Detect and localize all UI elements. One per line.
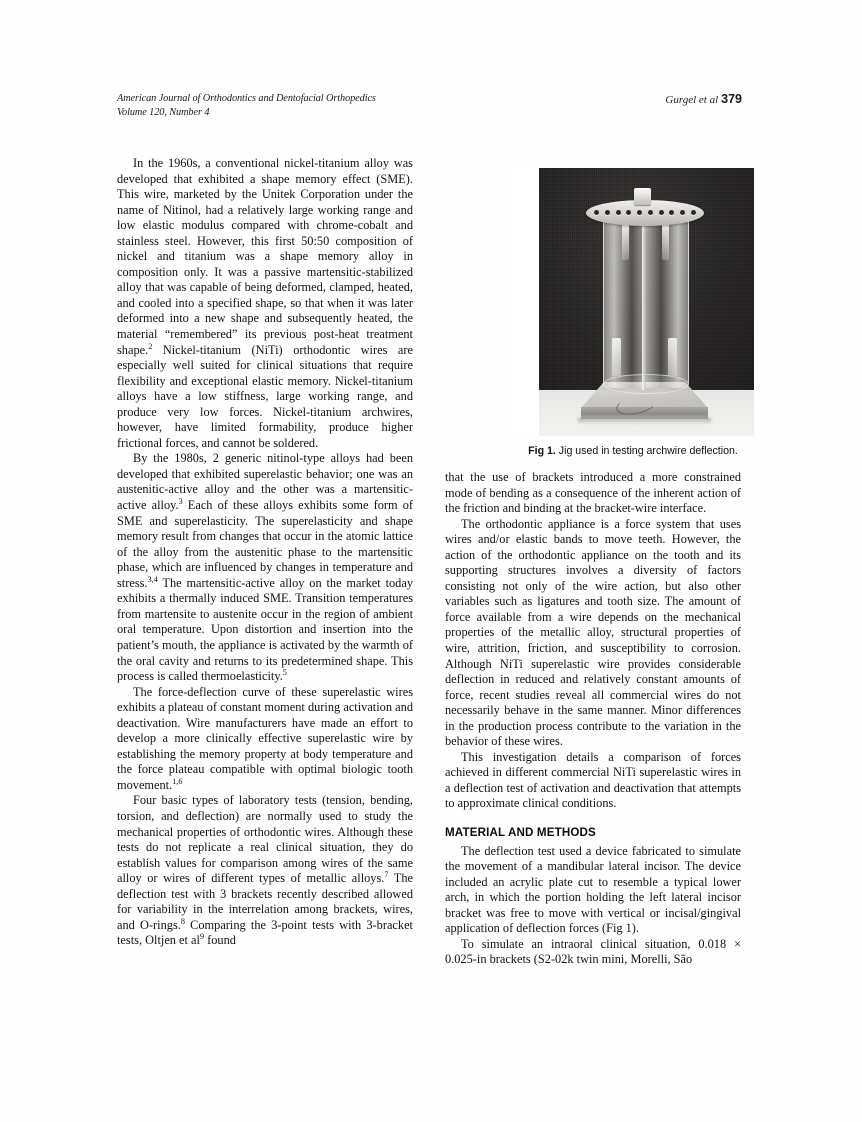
- flange-hole: [659, 210, 664, 215]
- paragraph-text-cont: Each of these alloys exhibits some form of SME and superelasticity. The superelasticity and shape memory result from changes that occur in the atomic lattice of the alloy from the austenitic phase to the martensitic phase, which are influenced by changes in temperature and stress.: [117, 498, 413, 590]
- flange-hole: [648, 210, 653, 215]
- paragraph-text: In the 1960s, a conventional nickel-titanium alloy was developed that exhibited a shape memory effect (SME). This wire, marketed by the Unitek Corporation under the name of Nitinol, had a relatively large working range and low elastic modulus compared with chrome-cobalt and stainless steel. However, this first 50:50 composition of nickel and titanium was a shape memory alloy in composition only. It was a passive martensitic-stabilized alloy that was capable of being deformed, clamped, heated, and cooled into a specified shape, so that when it was later deformed into a new shape and subsequently heated, the material “remembered” its previous post-heat treatment shape.: [117, 156, 413, 357]
- paragraph-bracket-bending: that the use of brackets introduced a more constrained mode of bending as a consequence of the inherent action of the friction and binding at the bracket-wire interface.: [445, 470, 741, 516]
- jig-top-knob: [634, 188, 651, 205]
- paragraph-intro-nitinol: [117, 156, 413, 451]
- citation-ref: 3,4: [147, 574, 158, 584]
- citation-ref: 8: [180, 916, 185, 926]
- figure-1-photograph: [512, 168, 754, 436]
- paragraph-text-cont2: The martensitic-active alloy on the market today exhibits a thermally induced SME. Transition temperatures from martensite to austenite occur in the region of ambient oral temperature. Upon distortion and insertion into the patient’s mouth, the appliance is activated by the warmth of the oral cavity and returns to its predetermined shape. This process is called thermoelasticity.: [117, 575, 413, 684]
- paragraph-bracket-specs: To simulate an intraoral clinical situation, 0.018 × 0.025-in brackets (S2-02k twin mini, Morelli, São: [445, 936, 741, 967]
- paragraph-text-cont3: found: [204, 933, 236, 948]
- flange-hole: [626, 210, 631, 215]
- jig-base-shadow: [578, 418, 711, 424]
- paragraph-text-cont2: Comparing the 3-point tests with 3-bracket tests, Oltjen et al: [117, 917, 413, 948]
- citation-ref: 5: [282, 667, 287, 677]
- citation-ref: 3: [178, 496, 183, 506]
- journal-title-block: [117, 92, 376, 120]
- running-head: [117, 92, 742, 120]
- running-head-authors: Gurgel et al: [665, 94, 719, 106]
- paragraph-force-deflection: [117, 685, 413, 794]
- paragraph-deflection-device: The deflection test used a device fabricated to simulate the movement of a mandibular lateral incisor. The device included an acrylic plate cut to resemble a typical lower arch, in which the portion holding the left lateral incisor bracket was free to move with vertical or incisal/gingival application of deflection forces (Fig 1).: [445, 843, 741, 936]
- figure-1-caption: [485, 445, 781, 458]
- flange-hole: [669, 210, 674, 215]
- body-column-right: [445, 470, 741, 968]
- flange-hole: [605, 210, 610, 215]
- jig-flange-holes: [594, 208, 696, 217]
- paragraph-text: The force-deflection curve of these superelastic wires exhibits a plateau of constant moment during activation and deactivation. Wire manufacturers have made an effort to develop a more clinically effective superelastic wire by establishing the memory property at body temperature and the force plateau compatible with optimal biologic tooth movement.: [117, 684, 413, 792]
- journal-volume-issue: Volume 120, Number 4: [117, 107, 210, 119]
- flange-hole: [691, 210, 696, 215]
- paragraph-text: By the 1980s, 2 generic nitinol-type alloys had been developed that exhibited superelastic behavior; one was an austenitic-active alloy and the other was a martensitic-active alloy.: [117, 451, 413, 513]
- flange-hole: [637, 210, 642, 215]
- flange-hole: [594, 210, 599, 215]
- citation-ref: 7: [384, 870, 389, 880]
- citation-ref: 9: [199, 932, 205, 942]
- body-column-left: [117, 156, 413, 949]
- paragraph-investigation-scope: This investigation details a comparison of forces achieved in different commercial NiTi superelastic wires in a deflection test of activation and deactivation that attempts to approximate clinical conditions.: [445, 749, 741, 811]
- paragraph-superelastic-alloys: [117, 451, 413, 684]
- jig-guide-rail-right: [662, 224, 669, 260]
- jig-cylinder-base-ellipse: [603, 374, 689, 394]
- section-heading-material-and-methods: MATERIAL AND METHODS: [445, 826, 596, 840]
- journal-title: American Journal of Orthodontics and Dentofacial Orthopedics: [117, 93, 376, 104]
- paragraph-text-cont: Nickel-titanium (NiTi) orthodontic wires are especially well suited for clinical situations that require flexibility and exceptional elastic memory. Nickel-titanium alloys have a low stiffness, large working range, and produce very low forces. Nickel-titanium archwires, however, have limited formability, produce higher frictional forces, and cannot be soldered.: [117, 342, 413, 450]
- running-head-right: [665, 92, 742, 107]
- jig-central-post: [642, 214, 646, 390]
- jig-guide-rail-left: [622, 224, 629, 260]
- citation-ref: 1,6: [172, 776, 183, 786]
- figure-1-label: Fig 1.: [528, 445, 556, 457]
- flange-hole: [616, 210, 621, 215]
- citation-ref: 2: [148, 341, 153, 351]
- page-number: 379: [721, 92, 742, 106]
- paragraph-laboratory-tests: [117, 793, 413, 948]
- paragraph-text: Four basic types of laboratory tests (tension, bending, torsion, and deflection) are normally used to study the mechanical properties of orthodontic wires. Although these tests do not replicate a real clinical situation, they do establish values for comparison among wires of the same alloy or wires of different types of metallic alloys.: [117, 793, 413, 886]
- flange-hole: [680, 210, 685, 215]
- jig-support-foot-left: [612, 338, 621, 376]
- paragraph-orthodontic-appliance: The orthodontic appliance is a force system that uses wires and/or elastic bands to move teeth. However, the action of the orthodontic appliance on the tooth and its supporting structures involves a diversity of factors consisting not only of the wire action, but also other variables such as ligatures and tooth size. The amount of force available from a wire depends on the mechanical properties of the metallic alloy, structural properties of wire, attrition, friction, and susceptibility to corrosion. Although NiTi superelastic wire provides considerable deflection in reduced and relatively constant amounts of force, recent studies reveal all commercial wires do not necessarily behave in the same manner. Minor differences in the production process contribute to the variation in the behavior of these wires.: [445, 516, 741, 749]
- jig-support-foot-right: [668, 338, 677, 376]
- paragraph-text-cont: The deflection test with 3 brackets recently described allowed for variability in the interrelation among brackets, wires, and O-rings.: [117, 871, 413, 932]
- figure-1-caption-text: Jig used in testing archwire deflection.: [555, 445, 738, 457]
- figure-1: [485, 168, 781, 458]
